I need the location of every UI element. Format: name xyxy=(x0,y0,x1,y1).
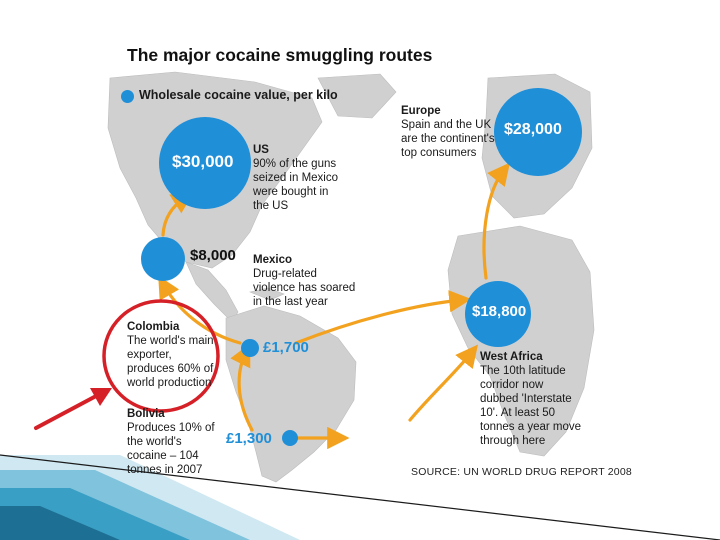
legend-label: Wholesale cocaine value, per kilo xyxy=(139,88,338,102)
legend-bubble-swatch xyxy=(121,90,134,103)
source-credit: SOURCE: UN WORLD DRUG REPORT 2008 xyxy=(411,466,632,478)
mexico-name: Mexico xyxy=(253,254,292,266)
colombia-name: Colombia xyxy=(127,321,180,333)
us-annotation xyxy=(253,143,383,213)
bolivia-bubble xyxy=(282,430,298,446)
europe-text: Spain and the UK are the continent's top consumers xyxy=(401,119,495,159)
west-africa-annotation xyxy=(480,350,600,448)
bolivia-annotation xyxy=(127,407,227,477)
colombia-bubble xyxy=(241,339,259,357)
us-text: 90% of the guns seized in Mexico were bought in the US xyxy=(253,158,339,212)
mexico-value: $8,000 xyxy=(190,247,236,264)
mexico-annotation xyxy=(253,253,393,309)
west-africa-name: West Africa xyxy=(480,351,543,363)
europe-value: $28,000 xyxy=(504,121,562,138)
europe-name: Europe xyxy=(401,105,441,117)
bolivia-text: Produces 10% of the world's cocaine – 104 tonnes in 2007 xyxy=(127,422,215,476)
route-west-africa-crossing xyxy=(410,352,472,420)
west-africa-text: The 10th latitude corridor now dubbed 'Interstate 10'. At least 50 tonnes a year move through here xyxy=(480,365,582,447)
mexico-text: Drug-related violence has soared in the last year xyxy=(253,268,356,308)
bolivia-value: £1,300 xyxy=(226,430,272,447)
us-name: US xyxy=(253,144,269,156)
map-title: The major cocaine smuggling routes xyxy=(127,45,433,65)
bolivia-name: Bolivia xyxy=(127,408,165,420)
colombia-text: The world's main exporter, produces 60% of world production xyxy=(127,335,214,389)
west-africa-value: $18,800 xyxy=(472,303,527,320)
europe-annotation xyxy=(401,104,511,160)
south-america-landmass xyxy=(226,306,356,482)
colombia-value: £1,700 xyxy=(263,339,309,356)
red-pointer-arrow xyxy=(36,388,112,428)
mexico-bubble xyxy=(141,237,185,281)
us-value: $30,000 xyxy=(172,152,234,171)
colombia-annotation xyxy=(127,320,227,390)
